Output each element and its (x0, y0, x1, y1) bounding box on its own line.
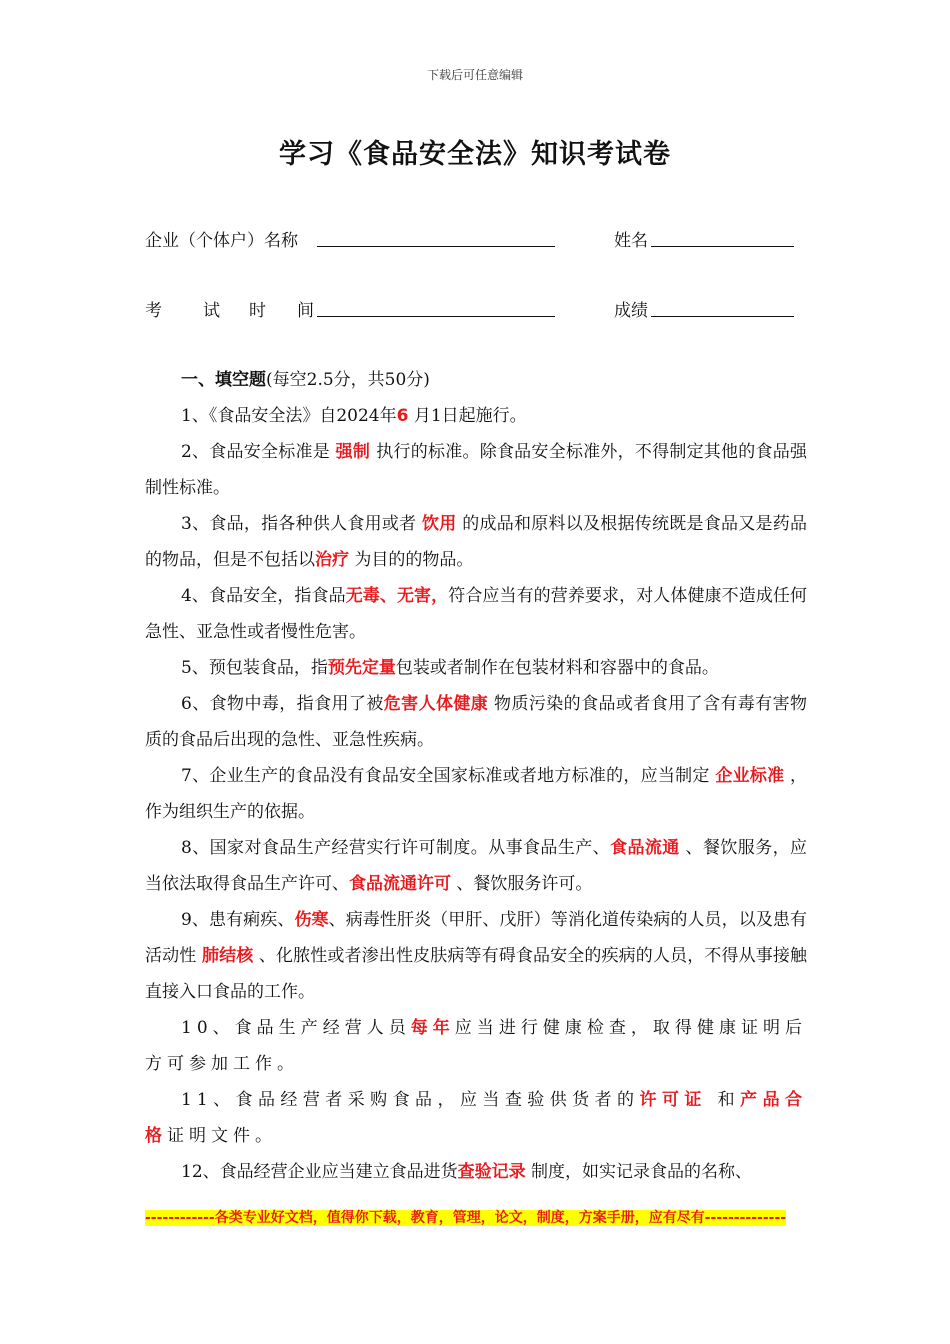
answer-text: 查验记录 (457, 1162, 526, 1182)
answer-text: 预先定量 (327, 658, 396, 678)
question-text: 2、食品安全标准是 (181, 442, 336, 462)
score-label: 成绩 (614, 301, 648, 321)
question-2 (145, 434, 807, 506)
question-text: 执行的标准。除食品安全标准外，不得制定其他的食品强制性标准。 (145, 442, 808, 498)
question-text: 和 (706, 1090, 741, 1110)
question-text: 证明文件。 (167, 1126, 277, 1146)
question-text: 月1日起施行。 (408, 406, 527, 426)
answer-text: 6 (396, 406, 409, 426)
question-text: 3、食品，指各种供人食用或者 (181, 514, 423, 534)
answer-text: 肺结核 (201, 946, 254, 966)
name-label: 姓名 (614, 231, 648, 251)
question-12 (145, 1154, 807, 1190)
answer-text: 食品流通许可 (349, 874, 451, 894)
question-6 (145, 686, 807, 758)
answer-text: 食品流通 (610, 838, 680, 858)
exam-time-char: 时 (249, 301, 266, 321)
question-3 (145, 506, 807, 578)
question-text: ，作为组织生产的依据。 (145, 766, 808, 822)
header-note: 下载后可任意编辑 (426, 68, 523, 82)
question-7 (145, 758, 807, 830)
question-text: 符合应当有的营养要求，对人体健康不造成任何急性、亚急性或者慢性危害。 (145, 586, 807, 642)
question-text: 1、《食品安全法》自2024年 (181, 406, 397, 426)
answer-text: 强制 (335, 442, 377, 462)
question-text: 10、食品生产经营人员 (181, 1018, 411, 1038)
exam-time-blank (317, 316, 555, 317)
question-4 (145, 578, 807, 650)
question-text: 应当进行健康检查，取得健康证明后方可参加工作。 (145, 1018, 807, 1074)
question-5 (145, 650, 807, 686)
question-1 (145, 398, 807, 434)
section-note: (每空2.5分，共50分) (266, 370, 430, 390)
question-text: 物质污染的食品或者食用了含有毒有害物质的食品后出现的急性、亚急性疾病。 (145, 694, 808, 750)
info-row-exam (145, 296, 825, 324)
question-text: 、餐饮服务许可。 (451, 874, 593, 894)
section-heading (145, 362, 807, 398)
question-text: 8、国家对食品生产经营实行许可制度。从事食品生产、 (181, 838, 611, 858)
company-name-blank (317, 246, 555, 247)
question-text: 、病毒性肝炎（甲肝、戊肝）等消化道传染病的人员，以及患有活动性 (145, 910, 808, 966)
question-content (145, 362, 807, 1190)
answer-text: 每年 (410, 1018, 455, 1038)
question-11 (145, 1082, 807, 1154)
section-title: 一、填空题 (181, 370, 266, 390)
question-text: 5、预包装食品，指 (181, 658, 328, 678)
answer-text: 危害人体健康 (383, 694, 489, 714)
footer-banner (145, 1209, 810, 1227)
question-8 (145, 830, 807, 902)
footer-text: ------------各类专业好文档，值得你下载，教育，管理，论文，制度，方案手册，应有尽有-------------- (145, 1210, 787, 1226)
name-blank (651, 246, 794, 247)
question-text: 9、患有痢疾、 (181, 910, 295, 930)
question-text: 7、企业生产的食品没有食品安全国家标准或者地方标准的，应当制定 (181, 766, 716, 786)
question-text: 4、食品安全，指食品 (181, 586, 346, 606)
answer-text: 无毒、无害， (345, 586, 449, 606)
info-row-company (145, 226, 825, 254)
question-text: 包装或者制作在包装材料和容器中的食品。 (395, 658, 719, 678)
question-text: 制度，如实记录食品的名称、 (525, 1162, 753, 1182)
answer-text: 企业标准 (715, 766, 785, 786)
question-text: 12、食品经营企业应当建立食品进货 (181, 1162, 458, 1182)
question-text: 6、食物中毒，指食用了被 (181, 694, 384, 714)
answer-text: 伤寒 (294, 910, 329, 930)
exam-time-char: 考 (145, 301, 162, 321)
question-text: 11、食品经营者采购食品，应当查验供货者的 (181, 1090, 640, 1110)
answer-text: 治疗 (315, 550, 349, 570)
exam-time-char: 试 (203, 301, 220, 321)
answer-text: 产品合格 (145, 1090, 808, 1146)
question-text: 、餐饮服务，应当依法取得食品生产许可、 (145, 838, 807, 894)
question-9 (145, 902, 807, 1010)
question-text: 的成品和原料以及根据传统既是食品又是药品的物品，但是不包括以 (145, 514, 807, 570)
page-title: 学习《食品安全法》知识考试卷 (279, 139, 671, 170)
question-text: 为目的的物品。 (349, 550, 474, 570)
question-text: 、化脓性或者渗出性皮肤病等有碍食品安全的疾病的人员，不得从事接触直接入口食品的工作。 (145, 946, 808, 1002)
company-name-label: 企业（个体户）名称 (145, 231, 298, 251)
answer-text: 许可证 (639, 1090, 707, 1110)
score-blank (651, 316, 794, 317)
question-10 (145, 1010, 807, 1082)
exam-time-char: 间 (297, 301, 314, 321)
answer-text: 饮用 (422, 514, 457, 534)
